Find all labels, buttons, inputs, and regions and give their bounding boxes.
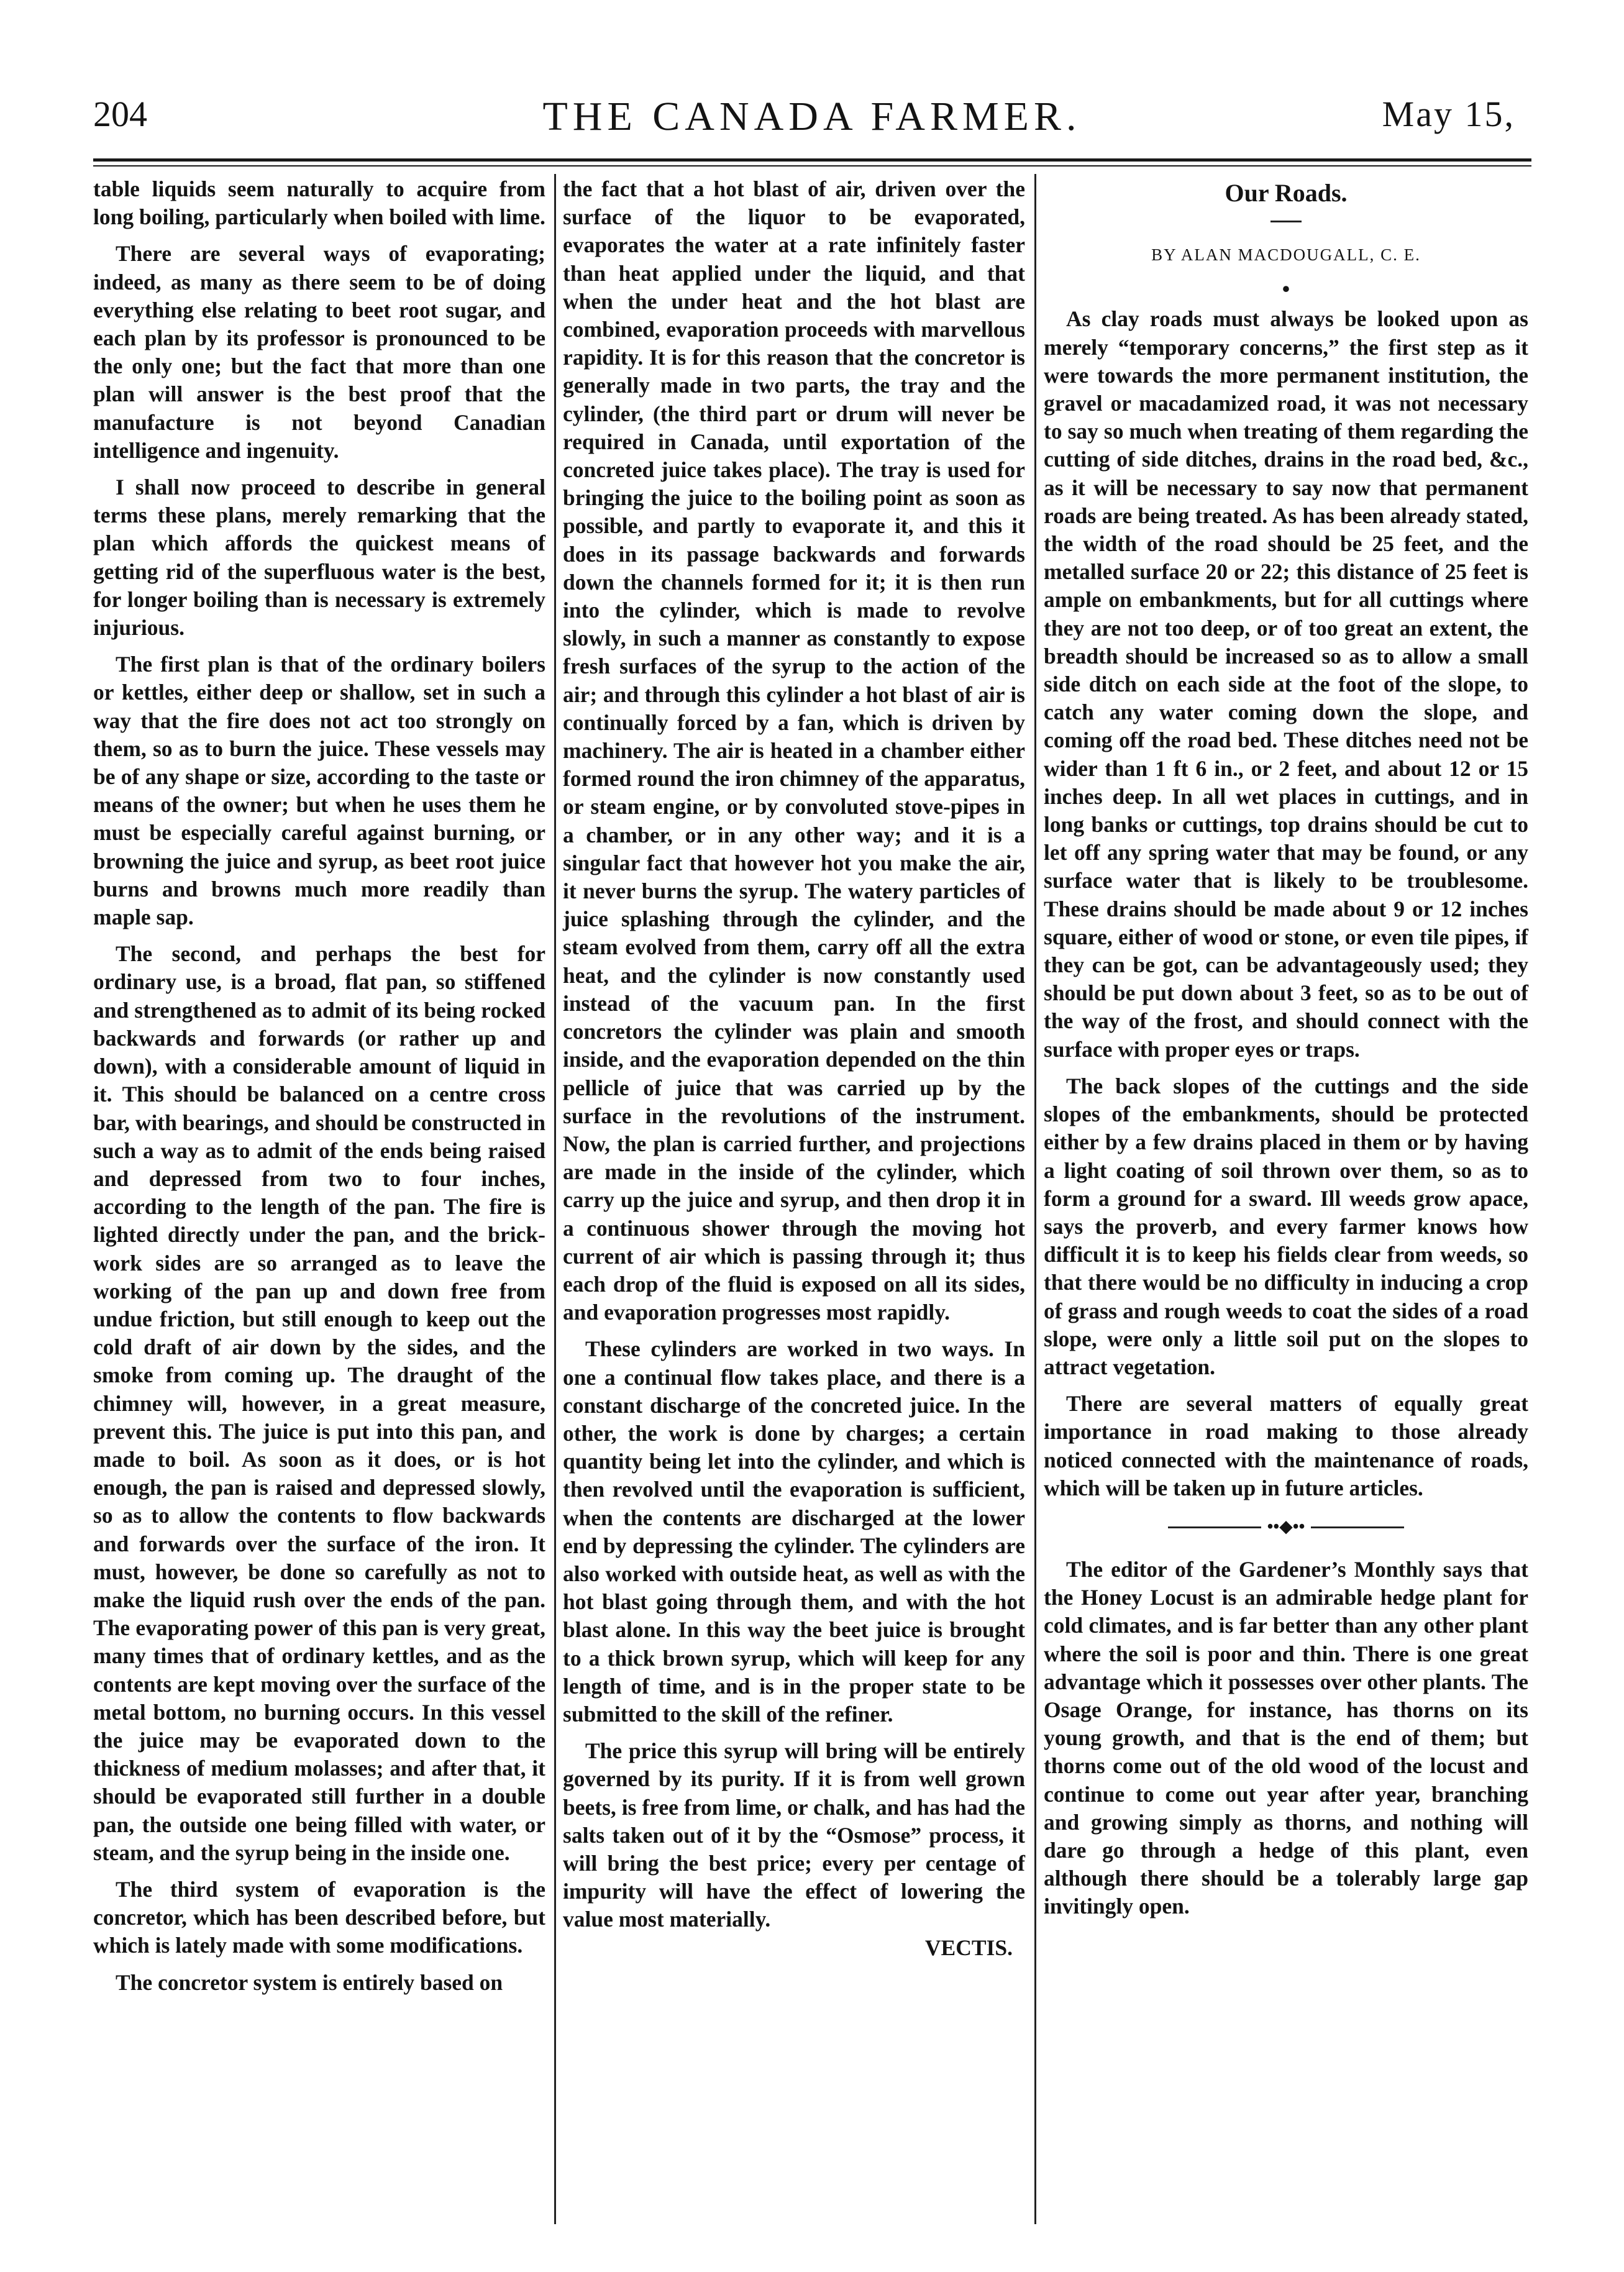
paragraph: the fact that a hot blast of air, driven over the surface of the liquor to be evaporated, evaporates the water at a rate infinitely faster than heat applied under the liquid, and that when the under heat and the hot blast are combined, evaporation proceeds with marvellous rapidity. It is for this reason that the concretor is generally made in two parts, the tray and the cylinder, (the third part or drum will never be required in Canada, until exportation of the concreted juice takes place). The tray is used for bringing the juice to the boiling point as soon as possible, and partly to evaporate it, and this it does in its passage backwards and forwards down the channels formed for it; it is then run into the cylinder, which is made to revolve slowly, in such a manner as constantly to expose fresh surfaces of the syrup to the action of the air; and through this cylinder a hot blast of air is continually forced by a fan, which is driven by machinery. The air is heated in a chamber either formed round the iron chimney of the apparatus, or steam engine, or by convoluted stove-pipes in a chamber, or in any other way; and it is a singular fact that however hot you make the air, it never burns the syrup. The watery particles of juice splashing through the cylinder, and the steam evolved from them, carry off all the extra heat, and the cylinder is now constantly used instead of the vacuum pan. In the first concretors the cylinder was plain and smooth inside, and the evaporation depended on the thin pellicle of juice that was carried up by the surface in the revolutions of the instrument. Now, the plan is carried further, and projections are made in the inside of the cylinder, which carry up the juice and syrup, and then drop it in a continuous shower through the moving hot current of air which is passing through it; thus each drop of the fluid is exposed on all its sides, and evaporation progresses most rapidly.: [563, 176, 1025, 1325]
column-divider-2: [1034, 174, 1036, 2224]
byline: BY ALAN MACDOUGALL, C. E.: [1151, 245, 1421, 265]
bullet-ornament-icon: •: [1282, 276, 1290, 302]
author-signature: VECTIS.: [924, 1935, 1013, 1960]
section-divider: [1044, 1513, 1528, 1542]
paragraph: The second, and perhaps the best for ordinary use, is a broad, flat pan, so stiffened and strengthened as to admit of its being rocked backwards and forwards (or rather up and down), with a considerable amount of liquid in it. This should be balanced on a centre cross bar, with bearings, and should be constructed in such a way as to admit of the ends being raised and depressed from two to four inches, according to the length of the pan. The fire is lighted directly under the pan, and the brick-work sides are so arranged as to leave the working of the pan up and down free from undue friction, but still enough to keep out the cold draft of air down by the sides, and the smoke from coming up. The draught of the chimney will, however, in a great measure, prevent this. The juice is put into this pan, and made to boil. As soon as it does, or is hot enough, the pan is raised and depressed slowly, so as to allow the contents to flow backwards and forwards over the surface of the iron. It must, however, be done so carefully as not to make the liquid rush over the ends of the pan. The evaporating power of this pan is very great, many times that of ordinary kettles, and as the contents are kept moving over the surface of the metal bottom, no burning occurs. In this vessel the juice may be evaporated down to the thickness of medium molasses; and after that, it should be evaporated still further in a double pan, the outside one being filled with water, or steam, and the syrup being in the inside one.: [93, 941, 545, 1865]
publication-title: THE CANADA FARMER.: [542, 94, 1082, 139]
column-divider-1: [554, 174, 556, 2224]
header-rule-thick: [93, 158, 1531, 162]
column-1: [93, 175, 545, 2005]
paragraph: table liquids seem naturally to acquire from long boiling, particularly when boiled with lime.: [93, 176, 545, 230]
article-title: Our Roads.: [1225, 179, 1348, 207]
column-2: [563, 175, 1025, 1962]
paragraph: The first plan is that of the ordinary boilers or kettles, either deep or shallow, set in such a way that the fire does not act too strongly on them, so as to burn the juice. These vessels may be of any shape or size, according to the taste or means of the owner; but when he uses them he must be especially careful against burning, or browning the juice and syrup, as beet root juice burns and browns much more readily than maple sap.: [93, 652, 545, 930]
paragraph: The editor of the Gardener’s Monthly says that the Honey Locust is an admirable hedge plant for cold climates, and is far better than any other plant where the soil is poor and thin. There is one great advantage which it possesses over other plants. The Osage Orange, for instance, has thorns on its young growth, and that is the end of them; but thorns come out of the old wood of the locust and continue to come out year after year, branching and growing simply as thorns, and nothing will dare go through a hedge of this plant, even although there should be a tolerably large gap invitingly open.: [1044, 1556, 1528, 1919]
title-rule: [1270, 221, 1302, 222]
paragraph: The price this syrup will bring will be entirely governed by its purity. If it is from well grown beets, is free from lime, or chalk, and has had the salts taken out of it by the “Osmose” process, it will bring the best price; every per centage of impurity will have the effect of lowering the value most materially.: [563, 1738, 1025, 1932]
divider-ornament-icon: ••◆••: [1261, 1517, 1312, 1536]
page-number: 204: [93, 94, 147, 134]
paragraph: The third system of evaporation is the concretor, which has been described before, but which is lately made with some modifications.: [93, 1876, 545, 1958]
paragraph: There are several matters of equally great importance in road making to those already noticed connected with the maintenance of roads, which will be taken up in future articles.: [1044, 1391, 1528, 1500]
paragraph: These cylinders are worked in two ways. In one a continual flow takes place, and there is a constant discharge of the concreted juice. In the other, the work is done by charges; a certain quantity being let into the cylinder, and which is then revolved until the evaporation is sufficient, when the contents are discharged at the lower end by depressing the cylinder. The cylinders are also worked with outside heat, as well as with the hot blast going through them, and with the hot blast alone. In this way the beet juice is brought to a thick brown syrup, which will keep for any length of time, and is in the proper state to be submitted to the skill of the refiner.: [563, 1336, 1025, 1727]
paragraph: The concretor system is entirely based on: [116, 1969, 503, 1995]
paragraph: I shall now proceed to describe in general terms these plans, merely remarking that the plan which affords the quickest means of getting rid of the superfluous water is the best, for longer boiling than is necessary is extremely injurious.: [93, 475, 545, 641]
page-header: [0, 93, 1624, 155]
paragraph: As clay roads must always be looked upon as merely “temporary concerns,” the first step as it were towards the more permanent institution, the gravel or macadamized road, it was not necessary to say so much when treating of them regarding the cutting of side ditches, drains in the road bed, &c., as it will be necessary to say now that permanent roads are being treated. As has been already stated, the width of the road should be 25 feet, and the metalled surface 20 or 22; this distance of 25 feet is ample on embankments, but for all cuttings where they are not too deep, or of too great an extent, the breadth should be increased so as to allow a small side ditch on each side at the foot of the slope, to catch any water coming down the slope, and coming off the road bed. These ditches need not be wider than 1 ft 6 in., or 2 feet, and about 12 or 15 inches deep. In all wet places in cuttings, and in long banks or cuttings, top drains should be cut to let off any spring water that may be found, or any surface water that is likely to be troublesome. These drains should be made about 9 or 12 inches square, either of wood or stone, or even tile pipes, if they can be got, can be advantageously used; they should be put down about 3 feet, so as to be out of the way of the frost, and should connect with the surface with proper eyes or traps.: [1044, 306, 1528, 1062]
column-3: [1044, 175, 1528, 1930]
header-rule-thin: [93, 165, 1531, 167]
issue-date: May 15,: [1382, 94, 1515, 134]
paragraph: The back slopes of the cuttings and the side slopes of the embankments, should be protected either by a few drains placed in them or by having a light coating of soil thrown over them, so as to form a ground for a sward. Ill weeds grow apace, says the proverb, and every farmer knows how difficult it is to keep his fields clear from weeds, so that there would be no difficulty in inducing a crop of grass and rough weeds to coat the sides of a road slope, were only a little soil put on the slopes to attract vegetation.: [1044, 1073, 1528, 1379]
paragraph: There are several ways of evaporating; indeed, as many as there seem to be of doing everything else relating to beet root sugar, and each plan by its professor is pronounced to be the only one; but the fact that more than one plan will answer is the best proof that the manufacture is not beyond Canadian intelligence and ingenuity.: [93, 241, 545, 463]
